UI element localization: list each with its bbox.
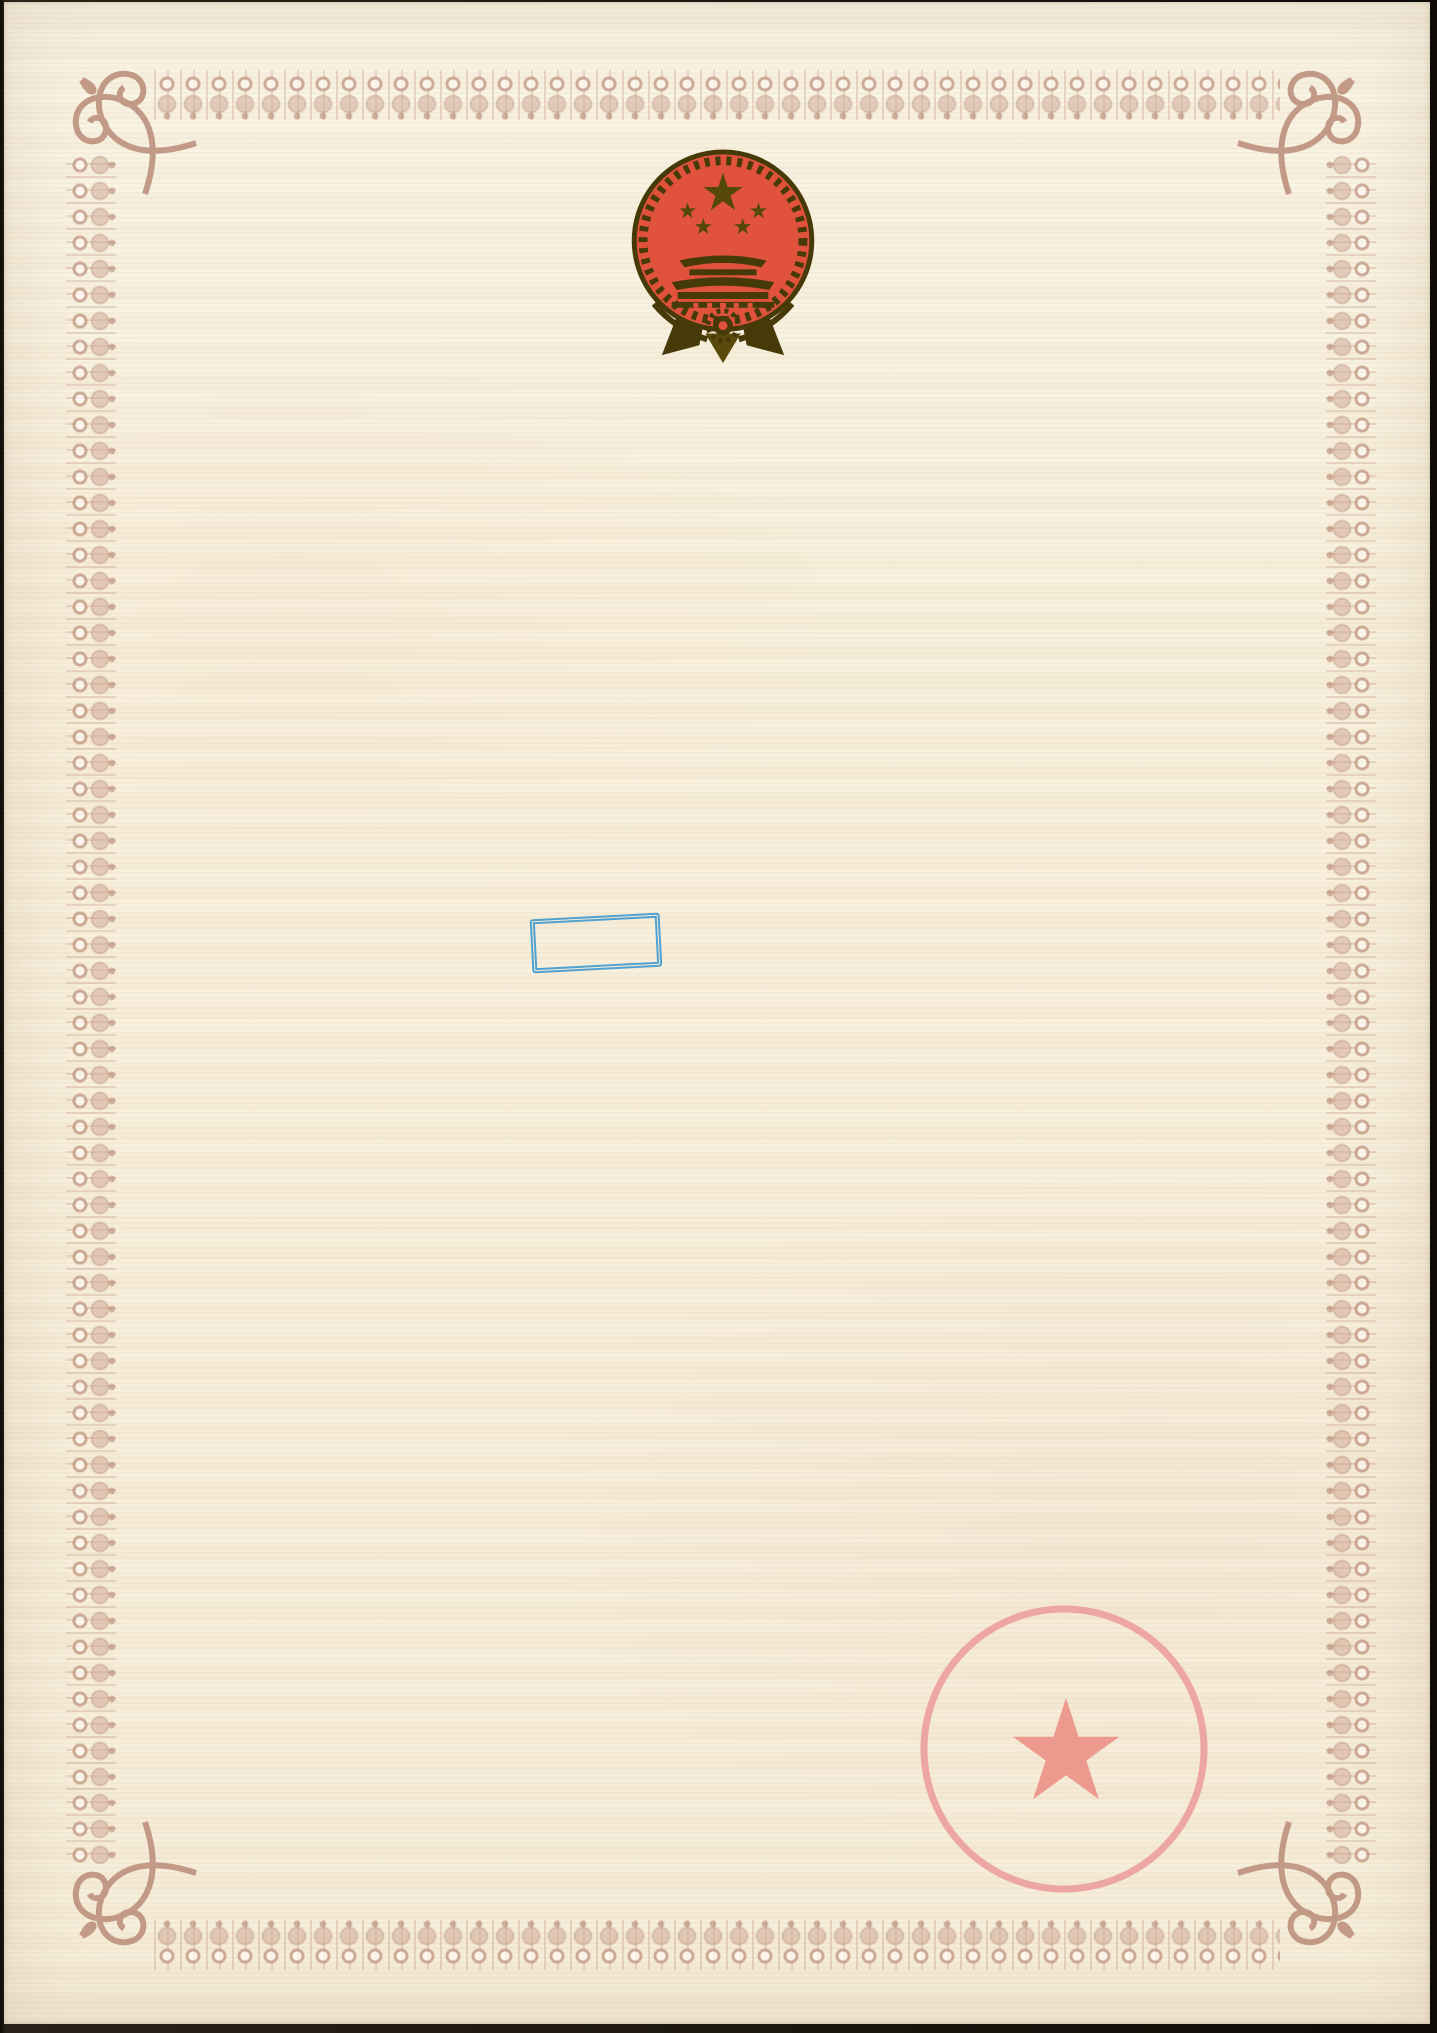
border-corner-bottom-right-icon [1232, 1816, 1382, 1966]
border-bottom [154, 1920, 1280, 1970]
national-emblem-icon [624, 146, 822, 368]
record-stamp [530, 913, 663, 974]
footer-query-line [50, 1986, 77, 2033]
border-left [66, 152, 116, 1864]
issuing-authority-seal [907, 1592, 1221, 1906]
border-top [154, 70, 1280, 120]
border-right [1326, 152, 1376, 1864]
certificate-paper [4, 2, 1430, 2024]
qr-code [174, 1752, 326, 1904]
border-corner-top-left-icon [52, 50, 202, 200]
border-corner-top-right-icon [1232, 50, 1382, 200]
